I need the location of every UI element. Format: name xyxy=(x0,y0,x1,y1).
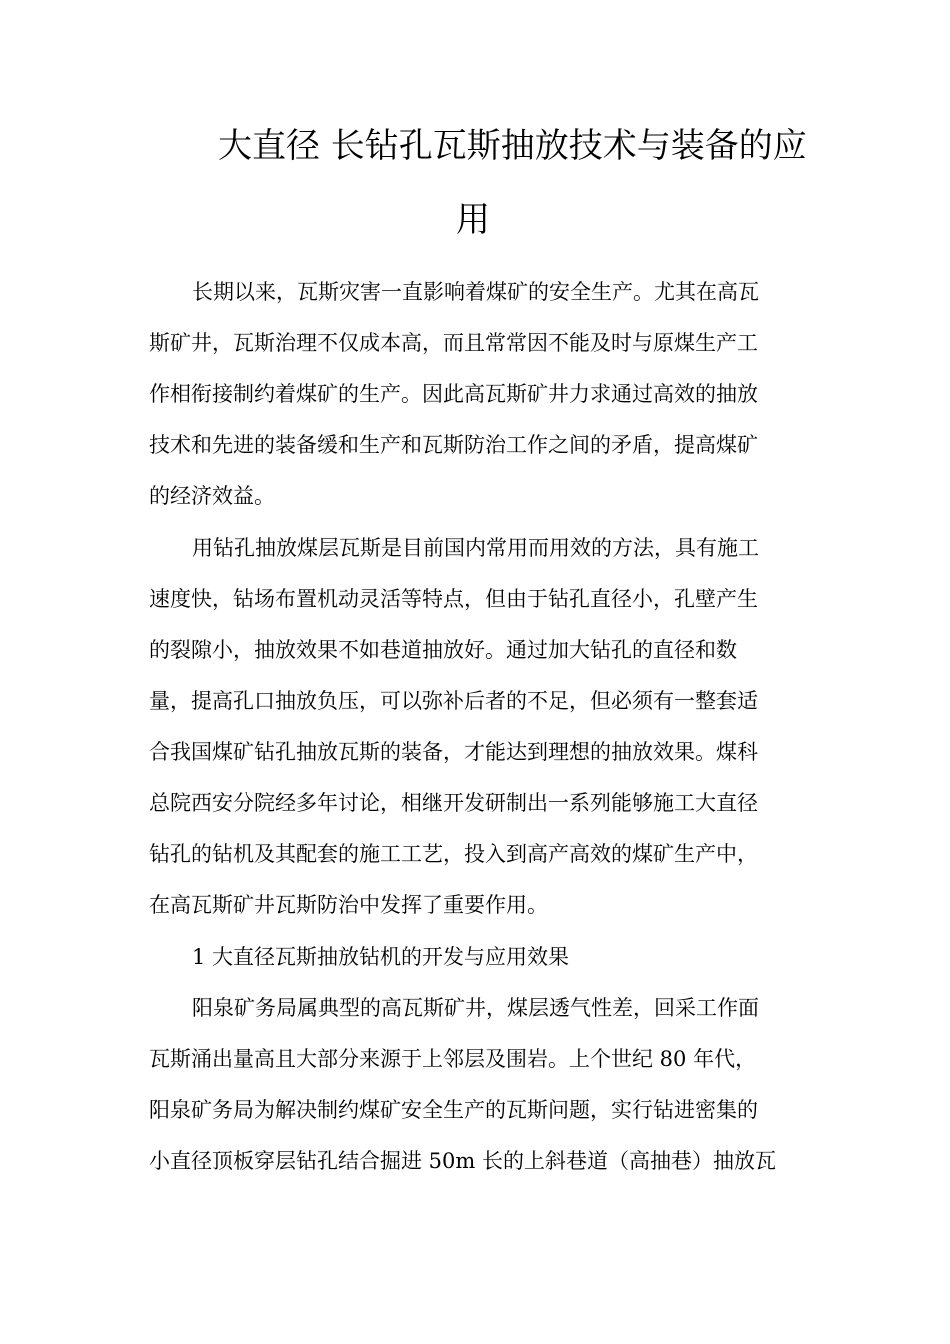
document-title-line-2: 用 xyxy=(456,200,490,240)
paragraph-2-line-4: 量，提高孔口抽放负压，可以弥补后者的不足，但必须有一整套适 xyxy=(149,689,758,713)
paragraph-1-line-4: 技术和先进的装备缓和生产和瓦斯防治工作之间的矛盾，提高煤矿 xyxy=(149,433,758,457)
paragraph-3-line-3: 阳泉矿务局为解决制约煤矿安全生产的瓦斯问题，实行钻进密集的 xyxy=(149,1098,758,1122)
paragraph-2-line-7: 钻孔的钻机及其配套的施工工艺，投入到高产高效的煤矿生产中， xyxy=(149,842,758,866)
paragraph-3-line-4: 小直径顶板穿层钻孔结合掘进 50m 长的上斜巷道（高抽巷）抽放瓦 xyxy=(149,1149,776,1173)
paragraph-1-line-2: 斯矿井，瓦斯治理不仅成本高，而且常常因不能及时与原煤生产工 xyxy=(149,331,758,355)
paragraph-3-line-1: 阳泉矿务局属典型的高瓦斯矿井，煤层透气性差，回采工作面 xyxy=(192,996,759,1020)
paragraph-2-line-8: 在高瓦斯矿井瓦斯防治中发挥了重要作用。 xyxy=(149,893,548,917)
paragraph-2-line-1: 用钻孔抽放煤层瓦斯是目前国内常用而用效的方法，具有施工 xyxy=(192,536,759,560)
paragraph-2-line-6: 总院西安分院经多年讨论，相继开发研制出一系列能够施工大直径 xyxy=(149,791,758,815)
document-title-line-1: 大直径 长钻孔瓦斯抽放技术与装备的应 xyxy=(218,126,807,166)
paragraph-2-line-5: 合我国煤矿钻孔抽放瓦斯的装备，才能达到理想的抽放效果。煤科 xyxy=(149,740,758,764)
paragraph-1-line-1: 长期以来，瓦斯灾害一直影响着煤矿的安全生产。尤其在高瓦 xyxy=(192,280,759,304)
section-heading-1: 1 大直径瓦斯抽放钻机的开发与应用效果 xyxy=(192,945,570,969)
paragraph-2-line-3: 的裂隙小，抽放效果不如巷道抽放好。通过加大钻孔的直径和数 xyxy=(149,638,737,662)
paragraph-1-line-5: 的经济效益。 xyxy=(149,484,275,508)
paragraph-3-line-2: 瓦斯涌出量高且大部分来源于上邻层及围岩。上个世纪 80 年代， xyxy=(149,1047,757,1071)
paragraph-1-line-3: 作相衔接制约着煤矿的生产。因此高瓦斯矿井力求通过高效的抽放 xyxy=(149,382,758,406)
paragraph-2-line-2: 速度快，钻场布置机动灵活等特点，但由于钻孔直径小，孔壁产生 xyxy=(149,587,758,611)
